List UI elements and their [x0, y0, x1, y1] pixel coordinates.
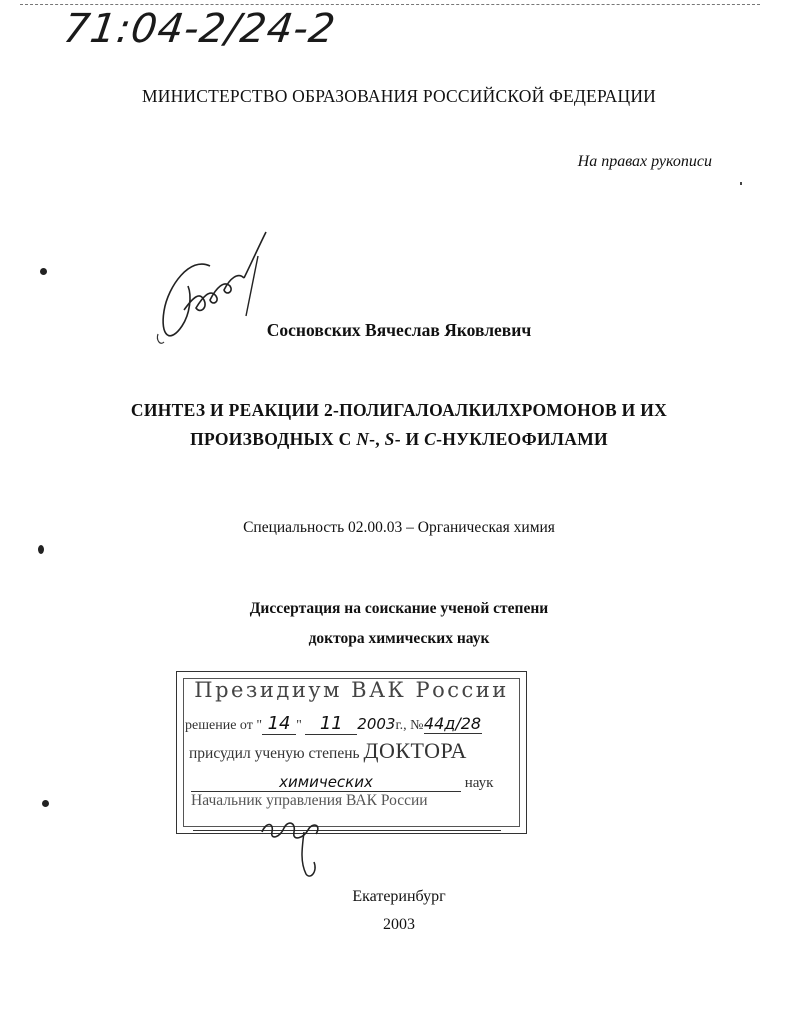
decision-year: 2003 [357, 715, 396, 733]
decision-mid-quote: " [296, 718, 306, 733]
stamp-awarded-line [189, 738, 467, 764]
decision-year-suffix: г., № [395, 718, 424, 733]
dissertation-title [0, 396, 798, 454]
title-n-letter: N [356, 429, 370, 449]
vak-stamp [176, 671, 527, 834]
top-scan-rule [20, 4, 760, 5]
decision-month: 11 [305, 713, 357, 735]
specialty-line: Специальность 02.00.03 – Органическая химия [243, 519, 555, 536]
stamp-decision-line [185, 713, 482, 735]
title-line-2-prefix: ПРОИЗВОДНЫХ С [190, 429, 357, 449]
title-line-2 [0, 425, 798, 454]
stamp-signature-line [193, 830, 501, 831]
title-s-letter: S [384, 429, 395, 449]
title-sep-1: -, [369, 429, 385, 449]
decision-number: 44д/28 [423, 714, 482, 733]
title-sep-2: - И [394, 429, 425, 449]
ministry-heading: МИНИСТЕРСТВО ОБРАЗОВАНИЯ РОССИЙСКОЙ ФЕДЕРАЦИИ [141, 86, 656, 106]
speck [740, 182, 742, 185]
stamp-sciences-line [191, 773, 506, 792]
city: Екатеринбург [352, 888, 446, 905]
degree-line-1: Диссертация на соискание ученой степени [249, 600, 549, 617]
author-name: Сосновских Вячеслав Яковлевич [266, 320, 532, 340]
title-c-letter: C [424, 429, 437, 449]
margin-dot [40, 268, 47, 275]
decision-day: 14 [262, 713, 296, 735]
margin-dot [38, 545, 44, 554]
sciences-suffix: наук [464, 775, 494, 791]
stamp-head-line: Начальник управления ВАК России [191, 792, 428, 809]
margin-dot [42, 800, 49, 807]
manuscript-note: На правах рукописи [577, 153, 712, 170]
degree-statement [0, 594, 798, 654]
sciences-handwritten: химических [191, 773, 461, 792]
stamp-title: Президиум ВАК России [194, 678, 509, 702]
title-line-1: СИНТЕЗ И РЕАКЦИИ 2-ПОЛИГАЛОАЛКИЛХРОМОНОВ И ИХ [130, 400, 668, 420]
awarded-degree: ДОКТОРА [363, 738, 467, 763]
degree-line-2: доктора химических наук [308, 630, 490, 647]
head-signature [252, 812, 342, 882]
archive-number-handwritten: 71:04-2/24-2 [60, 6, 339, 52]
title-line-2-suffix: -НУКЛЕОФИЛАМИ [436, 429, 608, 449]
awarded-prefix: присудил ученую степень [189, 745, 364, 762]
decision-prefix: решение от " [185, 718, 263, 733]
year: 2003 [383, 916, 415, 933]
